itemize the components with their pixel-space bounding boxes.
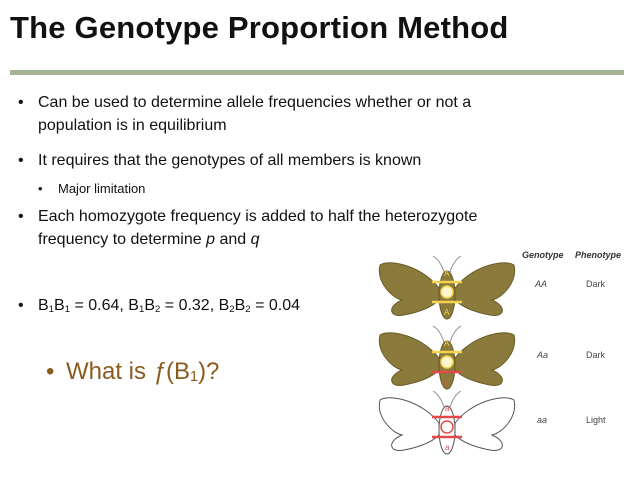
bullet-dot: • [18,94,24,111]
freq-letter: B [218,297,230,314]
sub-bullet-text: Major limitation [58,181,146,196]
frequencies-text [38,295,300,321]
genotype-heterozygous: Aa [537,350,549,360]
question-allele: (B [166,358,191,385]
freq-value: = 0.64, [70,297,129,314]
moth-dark-heterozygous [379,326,514,389]
phenotype-dark-1: Dark [586,279,606,289]
q-symbol: q [250,231,260,248]
question-subscript: 1 [190,369,199,385]
freq-letter: B [54,297,65,314]
freq-subscript: 1 [48,304,55,315]
question-text [66,357,219,392]
slide-title: The Genotype Proportion Method [10,10,509,45]
bullet-dot: • [46,358,55,385]
bullet-2-text: It requires that the genotypes of all members is known [38,152,422,169]
freq-subscript: 2 [229,304,235,315]
bullet-dot: • [18,152,24,169]
bullet-3-line-2 [38,229,260,251]
moth-genotype-figure [372,240,638,479]
bullet-dot: • [38,181,43,196]
p-symbol: p [206,231,215,248]
allele-label: a [444,378,449,387]
freq-value: = 0.32, [160,297,219,314]
phenotype-light: Light [586,415,606,425]
and-text: and [215,231,251,248]
freq-subscript: 2 [154,304,161,315]
freq-letter: B [38,297,49,314]
allele-label: A [444,269,450,278]
freq-value: = 0.04 [250,297,300,314]
freq-subscript: 1 [64,304,71,315]
freq-letter: B [128,297,139,314]
genotype-header: Genotype [522,250,564,260]
allele-label: a [445,443,450,452]
freq-letter: B [234,297,246,314]
bullet-3-line-1: Each homozygote frequency is added to half the heterozygote [38,208,478,225]
freq-subscript: 2 [245,304,251,315]
allele-label: A [444,308,450,317]
question-close: )? [198,358,220,385]
moth-illustrations [372,240,522,479]
bullet-dot: • [18,297,24,314]
genotype-aa-recessive: aa [537,415,548,425]
bullet-1-line-1: Can be used to determine allele frequencies whether or not a [38,94,472,111]
bullet-3-line-2-text: frequency to determine [38,231,207,248]
allele-label: A [444,339,450,348]
allele-label: a [445,404,450,413]
phenotype-header: Phenotype [575,250,622,260]
genotype-aa-dominant: AA [535,279,548,289]
moth-dark-homozygous [379,256,514,319]
bullet-dot: • [18,208,24,225]
freq-letter: B [144,297,155,314]
question-f-symbol: ƒ [152,358,167,385]
question-prefix: What is [66,358,153,385]
bullet-1-line-2: population is in equilibrium [38,117,227,134]
phenotype-dark-2: Dark [586,350,606,360]
freq-subscript: 1 [138,304,145,315]
moth-light-homozygous [379,391,514,454]
title-divider [10,70,624,75]
